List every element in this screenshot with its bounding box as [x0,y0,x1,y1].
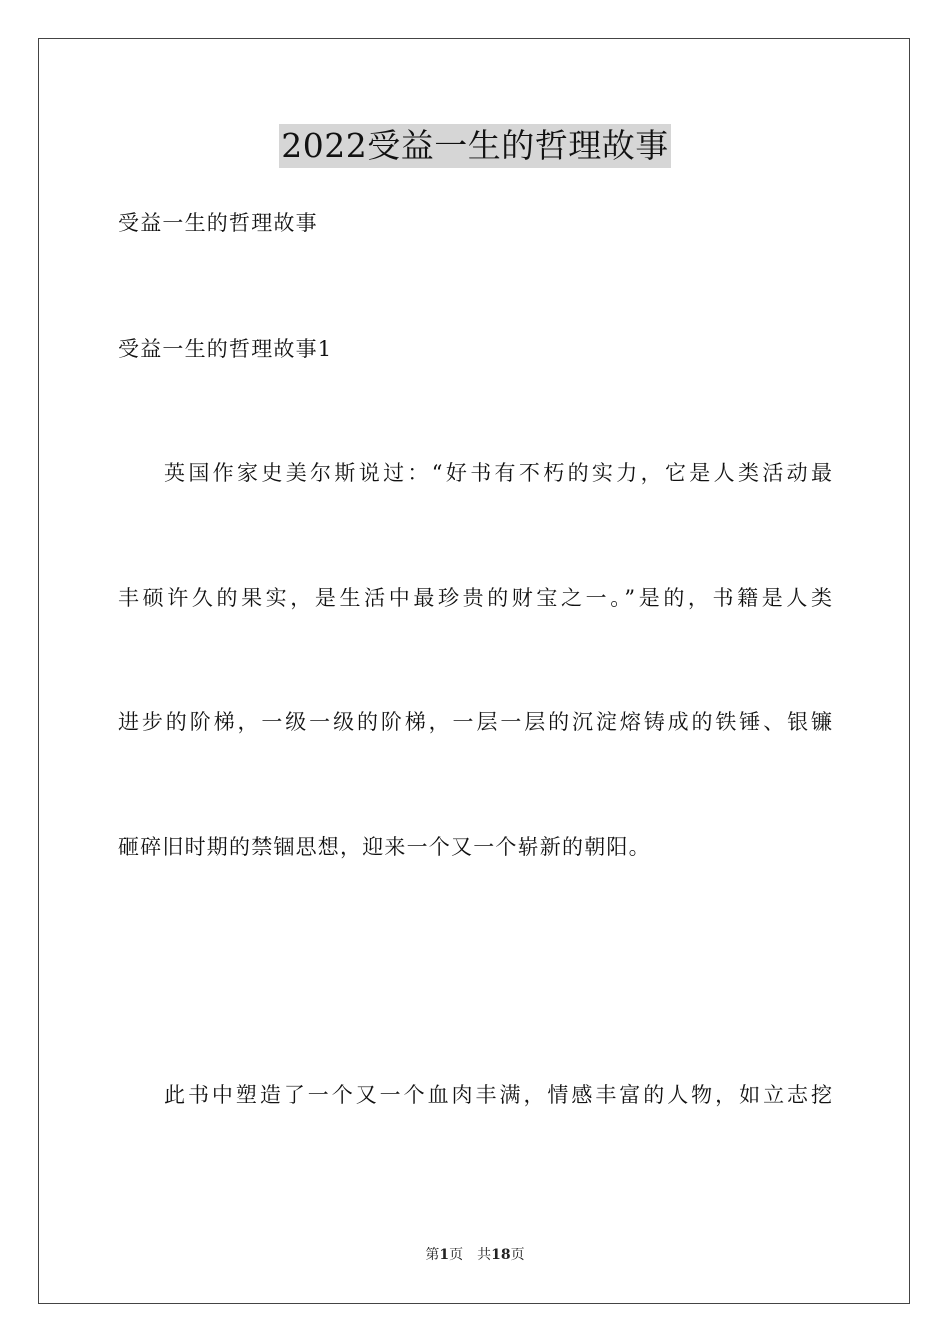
footer-total-prefix: 共 [477,1247,492,1263]
paragraph-1-line-4: 砸碎旧时期的禁锢思想，迎来一个又一个崭新的朝阳。 [118,835,651,859]
title-container [0,124,950,168]
footer-total-suffix: 页 [510,1247,525,1263]
paragraph-1-line-2: 丰硕许久的果实，是生活中最珍贵的财宝之一。”是的，书籍是人类 [118,586,832,610]
footer-page-number: 1 [439,1247,450,1263]
page-footer [0,1245,950,1265]
document-title: 2022受益一生的哲理故事 [279,124,670,168]
paragraph-2-line-1: 此书中塑造了一个又一个血肉丰满，情感丰富的人物，如立志挖 [164,1083,832,1107]
section-heading: 受益一生的哲理故事1 [118,337,333,361]
footer-page-suffix: 页 [449,1247,464,1263]
paragraph-1-line-3: 进步的阶梯，一级一级的阶梯，一层一层的沉淀熔铸成的铁锤、银镰 [118,710,832,734]
footer-total-pages: 18 [491,1247,511,1263]
footer-page-prefix: 第 [425,1247,440,1263]
document-subtitle: 受益一生的哲理故事 [118,211,318,235]
paragraph-1-line-1: 英国作家史美尔斯说过：“好书有不朽的实力，它是人类活动最 [164,461,832,485]
